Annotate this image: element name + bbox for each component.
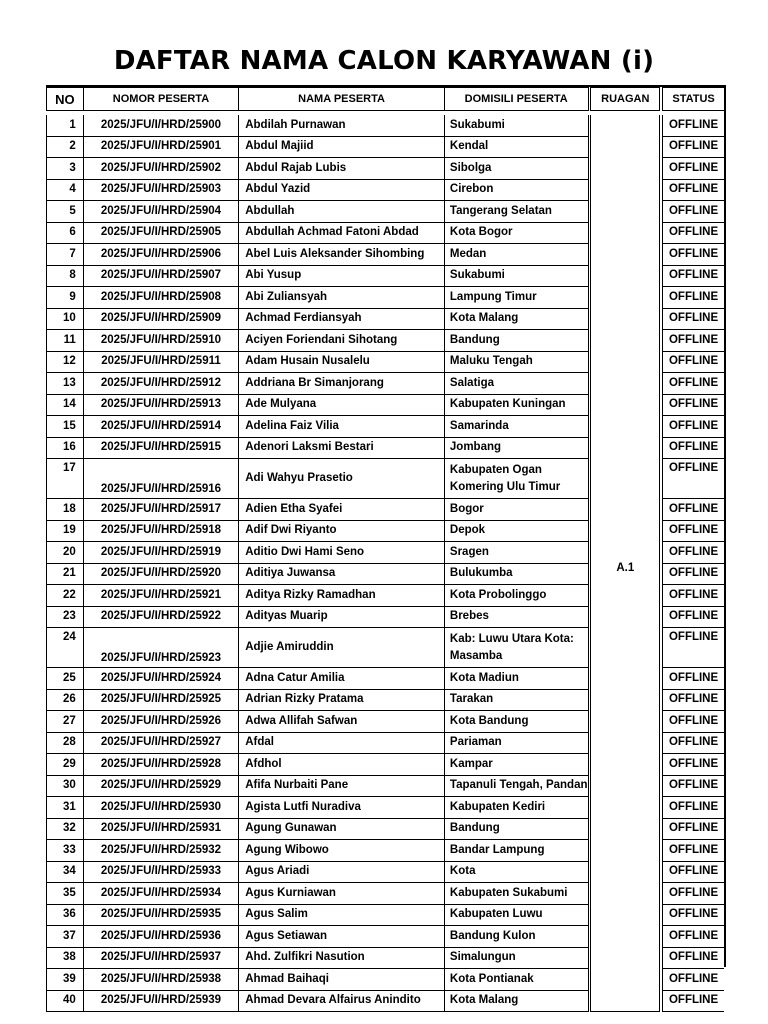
- row-no: 23: [46, 607, 84, 629]
- row-status: OFFLINE: [662, 244, 724, 266]
- row-no: 22: [46, 585, 84, 607]
- row-nama-peserta: Ahmad Baihaqi: [239, 969, 445, 991]
- row-nomor-peserta: 2025/JFU/I/HRD/25938: [84, 969, 239, 991]
- row-status: OFFLINE: [662, 201, 724, 223]
- column-gap: [589, 711, 591, 733]
- row-nama-peserta: Ahd. Zulfikri Nasution: [239, 948, 445, 970]
- row-nomor-peserta: 2025/JFU/I/HRD/25903: [84, 180, 239, 202]
- row-no: 9: [46, 287, 84, 309]
- row-nomor-peserta: 2025/JFU/I/HRD/25933: [84, 862, 239, 884]
- row-domisili-peserta: Tarakan: [445, 690, 589, 712]
- row-status: OFFLINE: [662, 309, 724, 331]
- row-no: 18: [46, 499, 84, 521]
- column-gap: [589, 330, 591, 352]
- row-status: OFFLINE: [662, 158, 724, 180]
- row-status: OFFLINE: [662, 733, 724, 755]
- row-no: 6: [46, 223, 84, 245]
- row-domisili-peserta: Lampung Timur: [445, 287, 589, 309]
- row-status: OFFLINE: [662, 969, 724, 991]
- row-nama-peserta: Adrian Rizky Pratama: [239, 690, 445, 712]
- row-status: OFFLINE: [662, 499, 724, 521]
- row-nomor-peserta: 2025/JFU/I/HRD/25904: [84, 201, 239, 223]
- row-nama-peserta: Agus Setiawan: [239, 926, 445, 948]
- row-no: 34: [46, 862, 84, 884]
- participant-table: [46, 87, 724, 1012]
- row-status: OFFLINE: [662, 137, 724, 159]
- row-nomor-peserta: 2025/JFU/I/HRD/25930: [84, 797, 239, 819]
- row-nomor-peserta: 2025/JFU/I/HRD/25910: [84, 330, 239, 352]
- row-nomor-peserta: 2025/JFU/I/HRD/25935: [84, 905, 239, 927]
- row-nomor-peserta: 2025/JFU/I/HRD/25902: [84, 158, 239, 180]
- row-nama-peserta: Adna Catur Amilia: [239, 668, 445, 690]
- column-gap: [589, 690, 591, 712]
- row-nomor-peserta: 2025/JFU/I/HRD/25931: [84, 819, 239, 841]
- column-gap: [589, 754, 591, 776]
- row-nama-peserta: Adityas Muarip: [239, 607, 445, 629]
- column-gap: [589, 223, 591, 245]
- header-nama-peserta: NAMA PESERTA: [239, 87, 445, 111]
- row-domisili-peserta: Kab: Luwu Utara Kota: Masamba: [445, 628, 589, 668]
- row-nama-peserta: Agus Kurniawan: [239, 883, 445, 905]
- row-nomor-peserta: 2025/JFU/I/HRD/25909: [84, 309, 239, 331]
- row-domisili-peserta: Maluku Tengah: [445, 352, 589, 374]
- row-domisili-peserta: Bandung: [445, 330, 589, 352]
- row-nomor-peserta: 2025/JFU/I/HRD/25926: [84, 711, 239, 733]
- row-status: OFFLINE: [662, 711, 724, 733]
- row-nama-peserta: Ahmad Devara Alfairus Anindito: [239, 991, 445, 1013]
- row-no: 27: [46, 711, 84, 733]
- row-nama-peserta: Aciyen Foriendani Sihotang: [239, 330, 445, 352]
- row-nama-peserta: Adelina Faiz Vilia: [239, 416, 445, 438]
- row-nama-peserta: Agus Ariadi: [239, 862, 445, 884]
- row-no: 26: [46, 690, 84, 712]
- column-gap: [589, 459, 591, 499]
- column-gap: [589, 948, 591, 970]
- row-nomor-peserta: 2025/JFU/I/HRD/25921: [84, 585, 239, 607]
- row-nama-peserta: Aditiya Juwansa: [239, 564, 445, 586]
- row-domisili-peserta: Tangerang Selatan: [445, 201, 589, 223]
- row-no: 3: [46, 158, 84, 180]
- row-nomor-peserta: 2025/JFU/I/HRD/25914: [84, 416, 239, 438]
- row-domisili-peserta: Brebes: [445, 607, 589, 629]
- row-nomor-peserta: 2025/JFU/I/HRD/25937: [84, 948, 239, 970]
- row-nama-peserta: Abi Zuliansyah: [239, 287, 445, 309]
- table-body: [46, 115, 724, 1012]
- row-no: 5: [46, 201, 84, 223]
- row-status: OFFLINE: [662, 905, 724, 927]
- row-nomor-peserta: 2025/JFU/I/HRD/25916: [84, 459, 239, 499]
- row-nomor-peserta: 2025/JFU/I/HRD/25907: [84, 266, 239, 288]
- column-gap: [589, 883, 591, 905]
- row-domisili-peserta: Kota Malang: [445, 991, 589, 1013]
- row-nomor-peserta: 2025/JFU/I/HRD/25928: [84, 754, 239, 776]
- column-gap: [589, 776, 591, 798]
- row-nomor-peserta: 2025/JFU/I/HRD/25929: [84, 776, 239, 798]
- column-gap: [589, 668, 591, 690]
- row-status: OFFLINE: [662, 180, 724, 202]
- row-nomor-peserta: 2025/JFU/I/HRD/25923: [84, 628, 239, 668]
- row-no: 17: [46, 459, 84, 499]
- row-no: 39: [46, 969, 84, 991]
- row-no: 38: [46, 948, 84, 970]
- row-no: 30: [46, 776, 84, 798]
- row-status: OFFLINE: [662, 607, 724, 629]
- row-nomor-peserta: 2025/JFU/I/HRD/25920: [84, 564, 239, 586]
- row-status: OFFLINE: [662, 564, 724, 586]
- row-nomor-peserta: 2025/JFU/I/HRD/25927: [84, 733, 239, 755]
- row-nomor-peserta: 2025/JFU/I/HRD/25924: [84, 668, 239, 690]
- row-domisili-peserta: Samarinda: [445, 416, 589, 438]
- row-domisili-peserta: Kota Probolinggo: [445, 585, 589, 607]
- row-nama-peserta: Abdullah: [239, 201, 445, 223]
- column-gap: [589, 840, 591, 862]
- row-status: OFFLINE: [662, 352, 724, 374]
- row-status: OFFLINE: [662, 266, 724, 288]
- row-domisili-peserta: Kabupaten Sukabumi: [445, 883, 589, 905]
- row-status: OFFLINE: [662, 754, 724, 776]
- row-domisili-peserta: Bogor: [445, 499, 589, 521]
- row-nama-peserta: Achmad Ferdiansyah: [239, 309, 445, 331]
- row-status: OFFLINE: [662, 542, 724, 564]
- row-nama-peserta: Ade Mulyana: [239, 395, 445, 417]
- row-status: OFFLINE: [662, 115, 724, 137]
- row-no: 35: [46, 883, 84, 905]
- header-row: [46, 87, 724, 111]
- column-gap: [589, 585, 591, 607]
- row-status: OFFLINE: [662, 585, 724, 607]
- row-no: 4: [46, 180, 84, 202]
- row-domisili-peserta: Medan: [445, 244, 589, 266]
- ruagan-cell: A.1: [590, 115, 660, 1012]
- row-domisili-peserta: Jombang: [445, 438, 589, 460]
- row-nama-peserta: Adif Dwi Riyanto: [239, 521, 445, 543]
- row-nomor-peserta: 2025/JFU/I/HRD/25918: [84, 521, 239, 543]
- row-nomor-peserta: 2025/JFU/I/HRD/25932: [84, 840, 239, 862]
- column-gap: [589, 416, 591, 438]
- row-domisili-peserta: Sukabumi: [445, 266, 589, 288]
- row-status: OFFLINE: [662, 862, 724, 884]
- row-nomor-peserta: 2025/JFU/I/HRD/25925: [84, 690, 239, 712]
- row-no: 14: [46, 395, 84, 417]
- row-nomor-peserta: 2025/JFU/I/HRD/25917: [84, 499, 239, 521]
- row-nomor-peserta: 2025/JFU/I/HRD/25913: [84, 395, 239, 417]
- row-domisili-peserta: Kabupaten Ogan Komering Ulu Timur: [445, 459, 589, 499]
- row-status: OFFLINE: [662, 395, 724, 417]
- row-no: 40: [46, 991, 84, 1013]
- row-status: OFFLINE: [662, 690, 724, 712]
- row-nama-peserta: Agung Wibowo: [239, 840, 445, 862]
- row-status: OFFLINE: [662, 797, 724, 819]
- row-domisili-peserta: Tapanuli Tengah, Pandan: [445, 776, 589, 798]
- row-domisili-peserta: Kota: [445, 862, 589, 884]
- row-no: 33: [46, 840, 84, 862]
- column-gap: [589, 862, 591, 884]
- row-no: 21: [46, 564, 84, 586]
- row-nama-peserta: Afifa Nurbaiti Pane: [239, 776, 445, 798]
- column-gap: [589, 137, 591, 159]
- column-gap: [589, 905, 591, 927]
- column-gap: [589, 499, 591, 521]
- column-gap: [589, 158, 591, 180]
- row-nomor-peserta: 2025/JFU/I/HRD/25906: [84, 244, 239, 266]
- row-nama-peserta: Addriana Br Simanjorang: [239, 373, 445, 395]
- page-title: DAFTAR NAMA CALON KARYAWAN (i): [113, 46, 655, 76]
- column-gap: [589, 521, 591, 543]
- column-gap: [589, 266, 591, 288]
- row-domisili-peserta: Kota Bogor: [445, 223, 589, 245]
- row-domisili-peserta: Kota Madiun: [445, 668, 589, 690]
- row-no: 19: [46, 521, 84, 543]
- row-nama-peserta: Abdilah Purnawan: [239, 115, 445, 137]
- row-nomor-peserta: 2025/JFU/I/HRD/25901: [84, 137, 239, 159]
- row-domisili-peserta: Kendal: [445, 137, 589, 159]
- row-domisili-peserta: Bandung Kulon: [445, 926, 589, 948]
- column-gap: [589, 373, 591, 395]
- row-status: OFFLINE: [662, 287, 724, 309]
- row-nama-peserta: Abdul Majiid: [239, 137, 445, 159]
- column-gap: [589, 287, 591, 309]
- header-status: STATUS: [662, 87, 724, 111]
- row-no: 29: [46, 754, 84, 776]
- row-no: 13: [46, 373, 84, 395]
- row-nomor-peserta: 2025/JFU/I/HRD/25911: [84, 352, 239, 374]
- column-gap: [589, 564, 591, 586]
- row-status: OFFLINE: [662, 948, 724, 970]
- row-nama-peserta: Agus Salim: [239, 905, 445, 927]
- row-no: 24: [46, 628, 84, 668]
- column-gap: [589, 309, 591, 331]
- row-nomor-peserta: 2025/JFU/I/HRD/25919: [84, 542, 239, 564]
- row-status: OFFLINE: [662, 991, 724, 1013]
- column-gap: [589, 438, 591, 460]
- row-domisili-peserta: Salatiga: [445, 373, 589, 395]
- row-domisili-peserta: Kabupaten Kuningan: [445, 395, 589, 417]
- row-nomor-peserta: 2025/JFU/I/HRD/25939: [84, 991, 239, 1013]
- row-nama-peserta: Adjie Amiruddin: [239, 628, 445, 668]
- row-no: 28: [46, 733, 84, 755]
- column-gap: [589, 201, 591, 223]
- row-status: OFFLINE: [662, 668, 724, 690]
- row-nomor-peserta: 2025/JFU/I/HRD/25912: [84, 373, 239, 395]
- row-no: 20: [46, 542, 84, 564]
- row-nomor-peserta: 2025/JFU/I/HRD/25936: [84, 926, 239, 948]
- participant-list-frame: [46, 85, 726, 1007]
- row-nama-peserta: Adam Husain Nusalelu: [239, 352, 445, 374]
- row-nama-peserta: Afdhol: [239, 754, 445, 776]
- column-gap: [589, 969, 591, 991]
- column-gap: [589, 244, 591, 266]
- column-gap: [589, 733, 591, 755]
- row-no: 16: [46, 438, 84, 460]
- column-gap: [589, 180, 591, 202]
- row-domisili-peserta: Pariaman: [445, 733, 589, 755]
- row-domisili-peserta: Kabupaten Luwu: [445, 905, 589, 927]
- row-no: 37: [46, 926, 84, 948]
- column-gap: [589, 797, 591, 819]
- row-nomor-peserta: 2025/JFU/I/HRD/25934: [84, 883, 239, 905]
- row-domisili-peserta: Sragen: [445, 542, 589, 564]
- row-domisili-peserta: Sukabumi: [445, 115, 589, 137]
- row-no: 7: [46, 244, 84, 266]
- row-nama-peserta: Adi Wahyu Prasetio: [239, 459, 445, 499]
- row-no: 15: [46, 416, 84, 438]
- column-gap: [589, 607, 591, 629]
- row-no: 32: [46, 819, 84, 841]
- header-no: NO: [46, 87, 84, 111]
- row-nama-peserta: Abdullah Achmad Fatoni Abdad: [239, 223, 445, 245]
- row-nama-peserta: Aditya Rizky Ramadhan: [239, 585, 445, 607]
- row-no: 8: [46, 266, 84, 288]
- row-nama-peserta: Afdal: [239, 733, 445, 755]
- row-domisili-peserta: Kota Malang: [445, 309, 589, 331]
- header-nomor-peserta: NOMOR PESERTA: [84, 87, 239, 111]
- row-domisili-peserta: Kampar: [445, 754, 589, 776]
- header-ruagan: RUAGAN: [590, 87, 660, 111]
- row-nomor-peserta: 2025/JFU/I/HRD/25915: [84, 438, 239, 460]
- row-status: OFFLINE: [662, 330, 724, 352]
- row-status: OFFLINE: [662, 819, 724, 841]
- row-nomor-peserta: 2025/JFU/I/HRD/25922: [84, 607, 239, 629]
- row-domisili-peserta: Bandar Lampung: [445, 840, 589, 862]
- column-gap: [589, 926, 591, 948]
- row-status: OFFLINE: [662, 223, 724, 245]
- row-nama-peserta: Abel Luis Aleksander Sihombing: [239, 244, 445, 266]
- row-nama-peserta: Agista Lutfi Nuradiva: [239, 797, 445, 819]
- row-nama-peserta: Adwa Allifah Safwan: [239, 711, 445, 733]
- row-domisili-peserta: Kota Pontianak: [445, 969, 589, 991]
- column-gap: [589, 542, 591, 564]
- row-nama-peserta: Aditio Dwi Hami Seno: [239, 542, 445, 564]
- row-status: OFFLINE: [662, 416, 724, 438]
- row-no: 10: [46, 309, 84, 331]
- row-status: OFFLINE: [662, 459, 724, 499]
- row-no: 1: [46, 115, 84, 137]
- row-status: OFFLINE: [662, 438, 724, 460]
- row-domisili-peserta: Depok: [445, 521, 589, 543]
- row-domisili-peserta: Bulukumba: [445, 564, 589, 586]
- column-gap: [589, 819, 591, 841]
- row-no: 2: [46, 137, 84, 159]
- row-status: OFFLINE: [662, 628, 724, 668]
- row-domisili-peserta: Kota Bandung: [445, 711, 589, 733]
- table-row: [46, 115, 724, 137]
- row-domisili-peserta: Bandung: [445, 819, 589, 841]
- row-nama-peserta: Adien Etha Syafei: [239, 499, 445, 521]
- row-no: 12: [46, 352, 84, 374]
- row-domisili-peserta: Kabupaten Kediri: [445, 797, 589, 819]
- row-status: OFFLINE: [662, 883, 724, 905]
- row-status: OFFLINE: [662, 926, 724, 948]
- row-nama-peserta: Agung Gunawan: [239, 819, 445, 841]
- row-domisili-peserta: Sibolga: [445, 158, 589, 180]
- column-gap: [589, 395, 591, 417]
- row-nama-peserta: Abdul Rajab Lubis: [239, 158, 445, 180]
- row-nama-peserta: Adenori Laksmi Bestari: [239, 438, 445, 460]
- row-status: OFFLINE: [662, 373, 724, 395]
- column-gap: [589, 991, 591, 1013]
- row-no: 25: [46, 668, 84, 690]
- row-nomor-peserta: 2025/JFU/I/HRD/25900: [84, 115, 239, 137]
- row-no: 11: [46, 330, 84, 352]
- row-no: 36: [46, 905, 84, 927]
- row-status: OFFLINE: [662, 521, 724, 543]
- row-nama-peserta: Abi Yusup: [239, 266, 445, 288]
- row-domisili-peserta: Simalungun: [445, 948, 589, 970]
- header-domisili-peserta: DOMISILI PESERTA: [445, 87, 589, 111]
- row-nama-peserta: Abdul Yazid: [239, 180, 445, 202]
- row-no: 31: [46, 797, 84, 819]
- row-nomor-peserta: 2025/JFU/I/HRD/25905: [84, 223, 239, 245]
- row-status: OFFLINE: [662, 776, 724, 798]
- column-gap: [589, 352, 591, 374]
- row-domisili-peserta: Cirebon: [445, 180, 589, 202]
- row-status: OFFLINE: [662, 840, 724, 862]
- row-nomor-peserta: 2025/JFU/I/HRD/25908: [84, 287, 239, 309]
- column-gap: [589, 628, 591, 668]
